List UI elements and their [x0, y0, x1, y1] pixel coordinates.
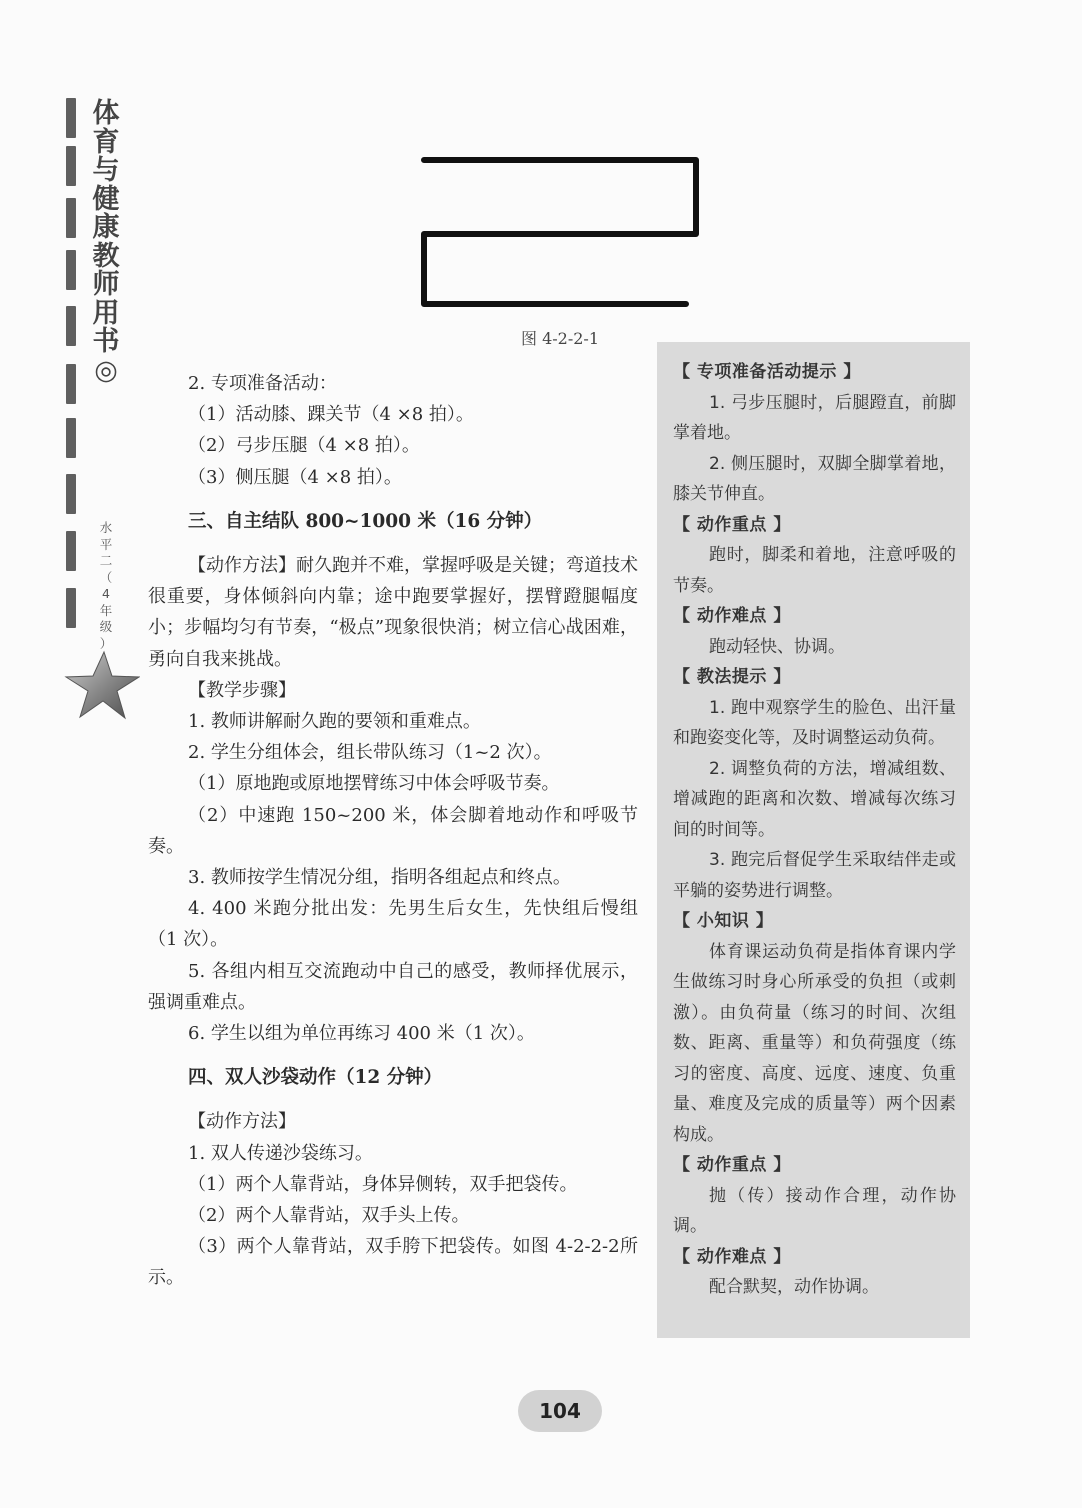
step-subitem: （1）原地跑或原地摆臂练习中体会呼吸节奏。	[188, 773, 560, 795]
step-item: 2. 学生分组体会，组长带队练习（1~2 次）。	[188, 742, 552, 764]
sidebar-paragraph: 1. 跑中观察学生的脸色、出汗量和跑姿变化等，及时调整运动负荷。	[673, 697, 956, 748]
strip-dash	[66, 364, 76, 404]
step-item: 4. 400 米跑分批出发：先男生后女生，先快组后慢组（1 次）。	[148, 898, 638, 951]
sidebar-paragraph: 体育课运动负荷是指体育课内学生做练习时身心所承受的负担（或刺激）。由负荷量（练习的时间、次组数、距离、重量等）和负荷强度（练习的密度、高度、远度、速度、负重量、难度及完成的质量等）两个因素构成。	[673, 941, 956, 1145]
step-item: 1. 教师讲解耐久跑的要领和重难点。	[188, 711, 481, 733]
strip-dash	[66, 474, 76, 514]
track-route-diagram	[400, 150, 720, 320]
prep-item: （1）活动膝、踝关节（4 ×8 拍）。	[188, 404, 474, 426]
star-icon	[60, 650, 140, 720]
sidebar-heading: 【 动作重点 】	[673, 1155, 791, 1175]
steps-heading: 【教学步骤】	[188, 679, 296, 701]
sidebar-heading: 【 动作难点 】	[673, 1246, 791, 1267]
sidebar-paragraph: 跑动轻快、协调。	[709, 636, 845, 657]
strip-dash	[66, 531, 76, 571]
sidebar-heading: 【 动作重点 】	[673, 514, 791, 535]
sidebar-paragraph: 2. 调整负荷的方法，增减组数、增减跑的距离和次数、增减每次练习间的时间等。	[673, 758, 956, 840]
method-subitem: （2）两个人靠背站，双手头上传。	[188, 1205, 470, 1227]
prep-item: （3）侧压腿（4 ×8 拍）。	[188, 466, 402, 488]
sidebar-paragraph: 抛（传）接动作合理，动作协调。	[673, 1185, 956, 1236]
sidebar-paragraph: 1. 弓步压腿时，后腿蹬直，前脚掌着地。	[673, 392, 956, 443]
sidebar-paragraph: 2. 侧压腿时，双脚全脚掌着地，膝关节伸直。	[673, 453, 956, 504]
strip-dash	[66, 418, 76, 458]
sidebar-heading: 【 动作难点 】	[673, 606, 791, 626]
book-title: 体 育 与 健 康 教 师 用 书 ◎	[92, 98, 120, 386]
strip-dash	[66, 146, 76, 186]
strip-dash	[66, 198, 76, 238]
strip-dash	[66, 588, 76, 628]
prep-item: （2）弓步压腿（4 ×8 拍）。	[188, 435, 420, 457]
sidebar-paragraph: 跑时，脚柔和着地，注意呼吸的节奏。	[673, 545, 956, 596]
method-subitem: （3）两个人靠背站，双手胯下把袋传。如图 4-2-2-2所示。	[148, 1236, 638, 1289]
tips-sidebar	[657, 342, 970, 1338]
sidebar-heading: 【 小知识 】	[673, 911, 774, 931]
sidebar-heading: 【 教法提示 】	[673, 667, 791, 687]
step-item: 5. 各组内相互交流跑动中自己的感受，教师择优展示，强调重难点。	[148, 960, 638, 1013]
method-heading: 【动作方法】	[188, 1111, 296, 1133]
method-item: 1. 双人传递沙袋练习。	[188, 1142, 373, 1164]
prep-title: 2. 专项准备活动：	[188, 373, 337, 394]
strip-dash	[66, 306, 76, 346]
main-text-column	[148, 368, 638, 1294]
sidebar-paragraph: 3. 跑完后督促学生采取结伴走或平躺的姿势进行调整。	[673, 850, 956, 901]
sidebar-heading: 【 专项准备活动提示 】	[673, 362, 861, 382]
step-item: 3. 教师按学生情况分组，指明各组起点和终点。	[188, 867, 571, 889]
method-paragraph: 【动作方法】耐久跑并不难，掌握呼吸是关键；弯道技术很重要，身体倾斜向内靠；途中跑要掌握好，摆臂蹬腿幅度小；步幅均匀有节奏，“极点”现象很快消；树立信心战困难，勇向自我来挑战。	[148, 555, 638, 670]
section-4-heading: 四、双人沙袋动作（12 分钟）	[188, 1067, 443, 1089]
method-subitem: （1）两个人靠背站，身体异侧转，双手把袋传。	[188, 1173, 578, 1195]
sidebar-paragraph: 配合默契，动作协调。	[709, 1277, 879, 1297]
page-number: 104	[518, 1390, 602, 1432]
strip-dash	[66, 98, 76, 138]
vertical-dash-strip	[66, 98, 76, 643]
step-subitem: （2）中速跑 150~200 米，体会脚着地动作和呼吸节奏。	[148, 804, 638, 857]
figure-caption: 图 4-2-2-1	[520, 329, 600, 348]
step-item: 6. 学生以组为单位再练习 400 米（1 次）。	[188, 1023, 535, 1045]
level-label: 水 平 二 （ 4 年 级 ）	[99, 520, 113, 651]
strip-dash	[66, 250, 76, 290]
section-3-heading: 三、自主结队 800~1000 米（16 分钟）	[188, 510, 543, 532]
